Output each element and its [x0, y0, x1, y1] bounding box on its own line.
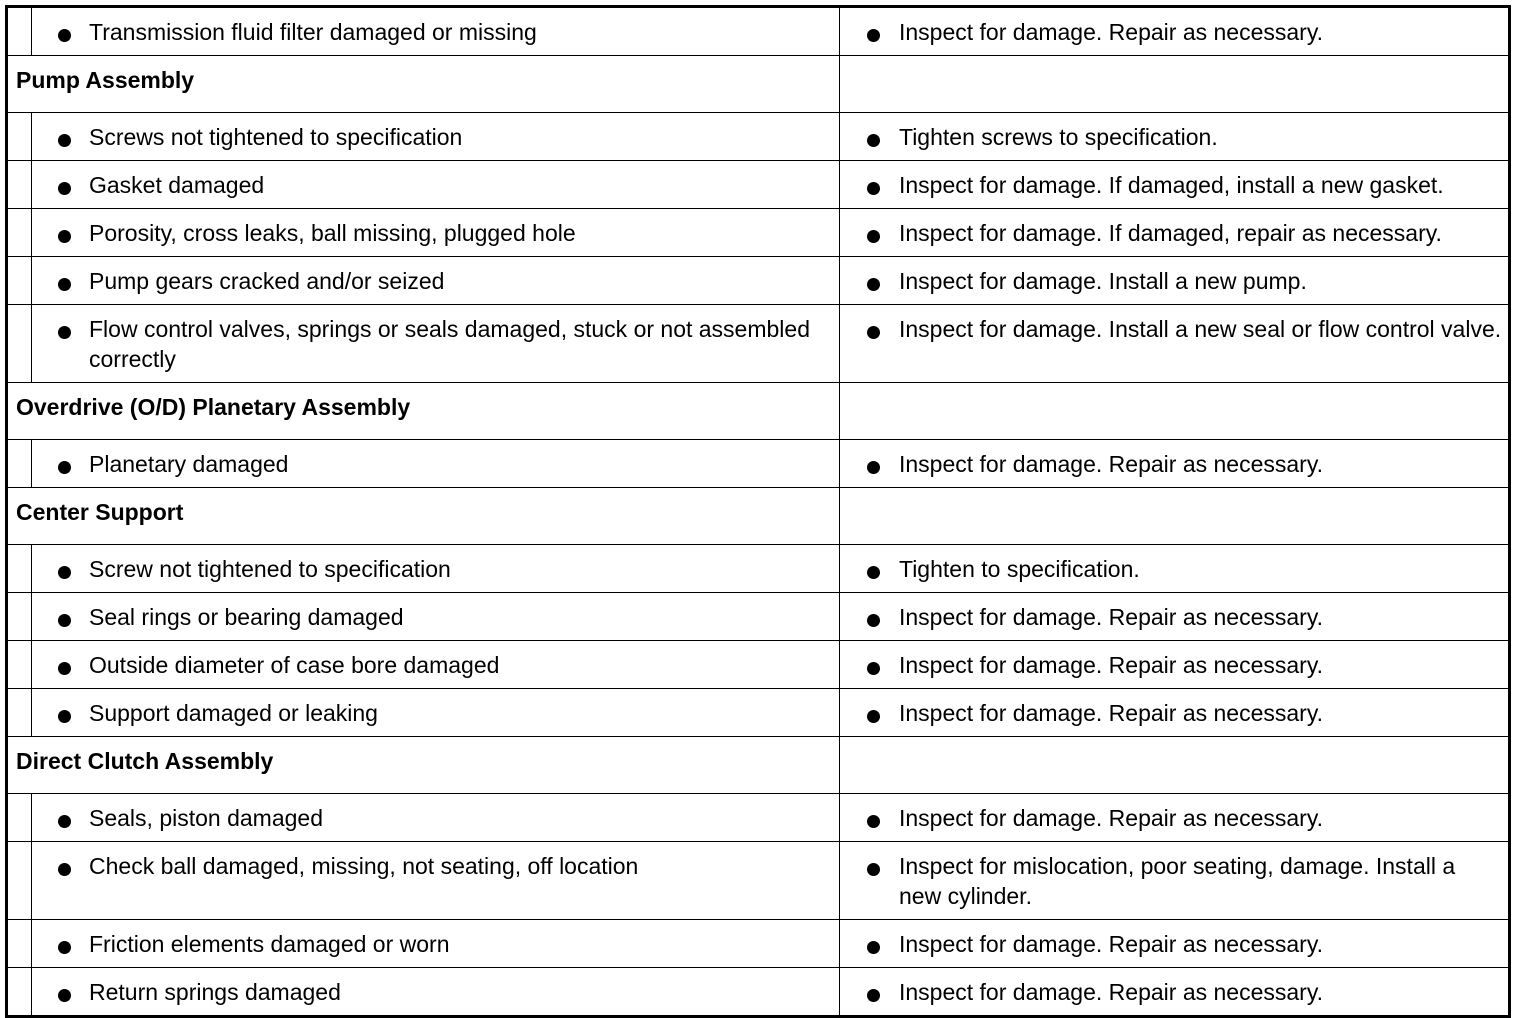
condition-cell — [32, 305, 840, 383]
bullet-icon — [867, 461, 880, 474]
bullet-icon — [58, 182, 71, 195]
condition-cell — [32, 968, 840, 1017]
section-row — [7, 737, 1510, 794]
section-title: Overdrive (O/D) Planetary Assembly — [7, 383, 840, 440]
condition-cell — [32, 440, 840, 488]
table-row — [7, 641, 1510, 689]
table-row — [7, 968, 1510, 1017]
indent-cell — [7, 161, 32, 209]
action-cell — [840, 113, 1510, 161]
bullet-icon — [58, 326, 71, 339]
table-row — [7, 440, 1510, 488]
section-title: Center Support — [7, 488, 840, 545]
bullet-icon — [867, 815, 880, 828]
condition-cell — [32, 113, 840, 161]
indent-cell — [7, 305, 32, 383]
bullet-icon — [867, 566, 880, 579]
action-cell — [840, 593, 1510, 641]
bullet-icon — [867, 989, 880, 1002]
condition-text: Transmission fluid filter damaged or missing — [89, 19, 537, 45]
section-blank-cell — [840, 56, 1510, 113]
bullet-icon — [58, 662, 71, 675]
action-cell — [840, 689, 1510, 737]
indent-cell — [7, 7, 32, 56]
indent-cell — [7, 641, 32, 689]
action-cell — [840, 641, 1510, 689]
condition-cell — [32, 545, 840, 593]
section-row — [7, 56, 1510, 113]
table-row — [7, 545, 1510, 593]
indent-cell — [7, 794, 32, 842]
action-text: Inspect for damage. Repair as necessary. — [899, 979, 1324, 1005]
bullet-icon — [867, 182, 880, 195]
condition-text: Screw not tightened to specification — [89, 556, 451, 582]
condition-cell — [32, 920, 840, 968]
condition-text: Seal rings or bearing damaged — [89, 604, 404, 630]
section-blank-cell — [840, 737, 1510, 794]
action-cell — [840, 920, 1510, 968]
condition-cell — [32, 257, 840, 305]
condition-text: Seals, piston damaged — [89, 805, 323, 831]
condition-cell — [32, 842, 840, 920]
section-title: Pump Assembly — [7, 56, 840, 113]
indent-cell — [7, 545, 32, 593]
section-row — [7, 383, 1510, 440]
bullet-icon — [58, 134, 71, 147]
indent-cell — [7, 209, 32, 257]
bullet-icon — [58, 863, 71, 876]
condition-text: Flow control valves, springs or seals damaged, stuck or not assembled correctly — [89, 316, 810, 372]
indent-cell — [7, 593, 32, 641]
action-text: Tighten to specification. — [899, 556, 1140, 582]
section-row — [7, 488, 1510, 545]
action-cell — [840, 305, 1510, 383]
table-row — [7, 920, 1510, 968]
bullet-icon — [867, 710, 880, 723]
action-text: Inspect for damage. Repair as necessary. — [899, 451, 1324, 477]
action-text: Inspect for damage. If damaged, repair as necessary. — [899, 220, 1442, 246]
bullet-icon — [58, 566, 71, 579]
action-text: Inspect for damage. Repair as necessary. — [899, 652, 1324, 678]
condition-text: Porosity, cross leaks, ball missing, plugged hole — [89, 220, 576, 246]
action-text: Inspect for damage. Install a new seal or flow control valve. — [899, 316, 1502, 342]
bullet-icon — [867, 134, 880, 147]
action-cell — [840, 440, 1510, 488]
bullet-icon — [867, 326, 880, 339]
action-text: Inspect for damage. If damaged, install a new gasket. — [899, 172, 1444, 198]
action-text: Inspect for damage. Repair as necessary. — [899, 805, 1324, 831]
table-row — [7, 161, 1510, 209]
condition-text: Support damaged or leaking — [89, 700, 378, 726]
indent-cell — [7, 257, 32, 305]
condition-cell — [32, 7, 840, 56]
table-row — [7, 593, 1510, 641]
section-blank-cell — [840, 488, 1510, 545]
table-row — [7, 257, 1510, 305]
action-text: Inspect for damage. Repair as necessary. — [899, 700, 1324, 726]
action-cell — [840, 161, 1510, 209]
bullet-icon — [867, 941, 880, 954]
indent-cell — [7, 842, 32, 920]
action-cell — [840, 842, 1510, 920]
action-cell — [840, 257, 1510, 305]
section-title: Direct Clutch Assembly — [7, 737, 840, 794]
diagnosis-table — [5, 5, 1511, 1018]
bullet-icon — [58, 815, 71, 828]
bullet-icon — [58, 941, 71, 954]
action-text: Inspect for mislocation, poor seating, damage. Install a new cylinder. — [899, 853, 1456, 909]
bullet-icon — [58, 461, 71, 474]
condition-text: Pump gears cracked and/or seized — [89, 268, 445, 294]
action-text: Inspect for damage. Repair as necessary. — [899, 19, 1324, 45]
action-text: Inspect for damage. Repair as necessary. — [899, 931, 1324, 957]
condition-cell — [32, 794, 840, 842]
table-row — [7, 794, 1510, 842]
condition-text: Gasket damaged — [89, 172, 265, 198]
condition-text: Return springs damaged — [89, 979, 341, 1005]
bullet-icon — [58, 29, 71, 42]
condition-cell — [32, 161, 840, 209]
condition-text: Screws not tightened to specification — [89, 124, 463, 150]
table-row — [7, 689, 1510, 737]
action-cell — [840, 209, 1510, 257]
condition-text: Check ball damaged, missing, not seating, off location — [89, 853, 639, 879]
condition-text: Friction elements damaged or worn — [89, 931, 450, 957]
indent-cell — [7, 968, 32, 1017]
indent-cell — [7, 689, 32, 737]
bullet-icon — [867, 230, 880, 243]
condition-text: Planetary damaged — [89, 451, 289, 477]
table-row — [7, 7, 1510, 56]
table-row — [7, 305, 1510, 383]
table-row — [7, 113, 1510, 161]
section-blank-cell — [840, 383, 1510, 440]
table-row — [7, 842, 1510, 920]
bullet-icon — [58, 710, 71, 723]
action-cell — [840, 545, 1510, 593]
action-text: Tighten screws to specification. — [899, 124, 1218, 150]
indent-cell — [7, 440, 32, 488]
action-text: Inspect for damage. Install a new pump. — [899, 268, 1307, 294]
condition-text: Outside diameter of case bore damaged — [89, 652, 500, 678]
bullet-icon — [58, 614, 71, 627]
condition-cell — [32, 641, 840, 689]
action-text: Inspect for damage. Repair as necessary. — [899, 604, 1324, 630]
bullet-icon — [867, 614, 880, 627]
bullet-icon — [58, 989, 71, 1002]
table-row — [7, 209, 1510, 257]
bullet-icon — [867, 662, 880, 675]
bullet-icon — [58, 278, 71, 291]
bullet-icon — [867, 278, 880, 291]
action-cell — [840, 7, 1510, 56]
indent-cell — [7, 113, 32, 161]
action-cell — [840, 794, 1510, 842]
bullet-icon — [867, 29, 880, 42]
condition-cell — [32, 689, 840, 737]
action-cell — [840, 968, 1510, 1017]
bullet-icon — [867, 863, 880, 876]
condition-cell — [32, 593, 840, 641]
bullet-icon — [58, 230, 71, 243]
condition-cell — [32, 209, 840, 257]
indent-cell — [7, 920, 32, 968]
table-body — [7, 7, 1510, 1017]
